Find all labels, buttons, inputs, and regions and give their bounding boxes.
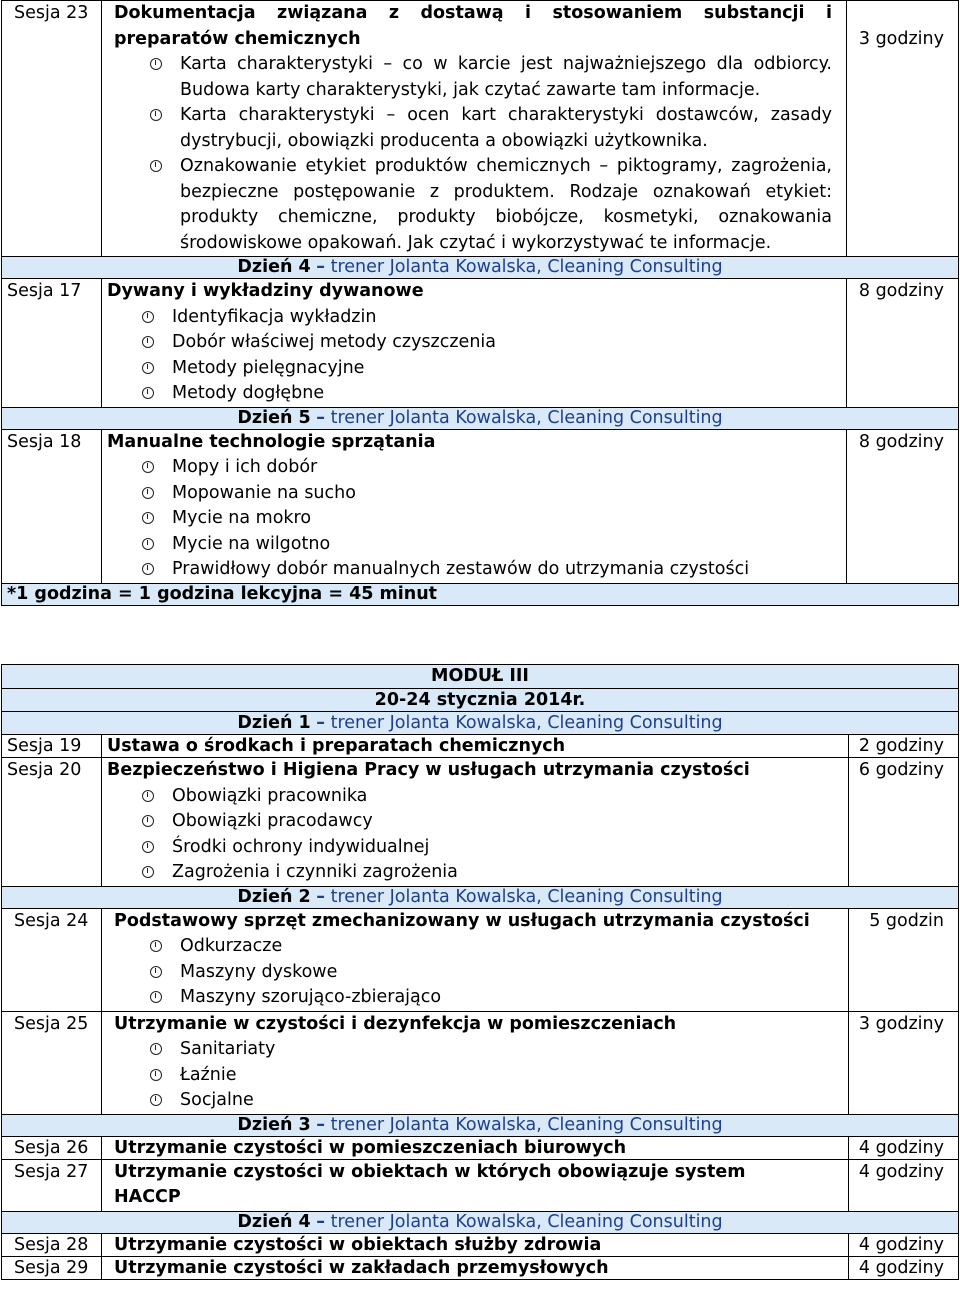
module-dates: 20-24 stycznia 2014r. (2, 689, 959, 712)
session-label: Sesja 28 (2, 1233, 102, 1256)
clock-icon (142, 815, 154, 827)
list-item: Maszyny dyskowe (180, 960, 843, 986)
session-25-row (2, 1011, 959, 1114)
list-item: Dobór właściwej metody czyszczenia (172, 330, 841, 356)
session-hours: 8 godziny (847, 279, 959, 408)
day-band: Dzień 4 – trener Jolanta Kowalska, Cleaning Consulting (2, 1211, 959, 1233)
clock-icon (150, 109, 162, 121)
session-hours: 4 godziny (849, 1233, 959, 1256)
session-hours: 4 godziny (849, 1256, 959, 1279)
session-title: Podstawowy sprzęt zmechanizowany w usługach utrzymania czystości (114, 910, 810, 931)
session-label: Sesja 26 (2, 1136, 102, 1159)
clock-icon (142, 311, 154, 323)
session-hours: 4 godziny (849, 1136, 959, 1159)
session-23-row (2, 1, 959, 257)
list-item: Metody pielęgnacyjne (172, 356, 841, 382)
list-item: Maszyny szorująco-zbierająco (180, 985, 843, 1011)
clock-icon (142, 461, 154, 473)
list-item: Karta charakterystyki – co w karcie jest najważniejszego dla odbiorcy. Budowa karty charakterystyki, jak czytać zawarte tam informacje. (180, 52, 832, 103)
clock-icon (142, 866, 154, 878)
clock-icon (142, 487, 154, 499)
session-label: Sesja 19 (2, 735, 102, 758)
day-band: Dzień 5 – trener Jolanta Kowalska, Cleaning Consulting (2, 407, 959, 429)
list-item: Metody dogłębne (172, 381, 841, 407)
list-item: Sanitariaty (180, 1037, 843, 1063)
trainer-name: trener Jolanta Kowalska, Cleaning Consulting (330, 1114, 723, 1135)
clock-icon (150, 160, 162, 172)
session-title: Dywany i wykładziny dywanowe (107, 281, 424, 301)
topic-list (114, 52, 832, 256)
trainer-name: trener Jolanta Kowalska, Cleaning Consulting (330, 407, 723, 428)
list-item: Mycie na mokro (172, 506, 841, 532)
day-band: Dzień 2 – trener Jolanta Kowalska, Cleaning Consulting (2, 886, 959, 908)
trainer-name: trener Jolanta Kowalska, Cleaning Consulting (330, 713, 723, 733)
clock-icon (150, 58, 162, 70)
session-hours: 2 godziny (849, 735, 959, 758)
session-29-row (2, 1256, 959, 1279)
session-hours: 8 godziny (847, 429, 959, 583)
session-17-row (2, 279, 959, 408)
session-hours: 4 godziny (849, 1159, 959, 1211)
session-label: Sesja 23 (2, 1, 102, 257)
trainer-name: trener Jolanta Kowalska, Cleaning Consulting (330, 886, 723, 907)
topic-list (107, 305, 841, 407)
session-label: Sesja 17 (2, 279, 102, 408)
topic-list (107, 455, 841, 583)
list-item: Identyfikacja wykładzin (172, 305, 841, 331)
list-item: Zagrożenia i czynniki zagrożenia (172, 860, 843, 886)
session-hours: 6 godziny (849, 758, 959, 887)
day-label: Dzień 5 (237, 407, 311, 428)
clock-icon (150, 1069, 162, 1081)
session-label: Sesja 25 (2, 1011, 102, 1114)
clock-icon (150, 991, 162, 1003)
clock-icon (150, 940, 162, 952)
hour-definition-note: *1 godzina = 1 godzina lekcyjna = 45 minut (2, 583, 959, 605)
session-title: Utrzymanie czystości w pomieszczeniach biurowych (102, 1136, 849, 1159)
day-label: Dzień 1 (237, 713, 311, 733)
list-item: Mycie na wilgotno (172, 532, 841, 558)
session-label: Sesja 27 (2, 1159, 102, 1211)
list-item: Oznakowanie etykiet produktów chemicznych – piktogramy, zagrożenia, bezpieczne postępowanie z produktem. Rodzaje oznakowań etykiet: produkty chemiczne, produkty biobójcze, kosmetyki, oznakowania środowiskowe opakowań. Jak czytać i wykorzystywać te informacje. (180, 154, 832, 256)
clock-icon (142, 362, 154, 374)
session-title: Utrzymanie czystości w obiektach w których obowiązuje system HACCP (102, 1159, 849, 1211)
day-label: Dzień 3 (237, 1114, 311, 1135)
session-26-row (2, 1136, 959, 1159)
session-title: Ustawa o środkach i preparatach chemicznych (102, 735, 849, 758)
list-item: Socjalne (180, 1088, 843, 1114)
list-item: Obowiązki pracownika (172, 784, 843, 810)
clock-icon (142, 512, 154, 524)
trainer-name: trener Jolanta Kowalska, Cleaning Consulting (330, 1211, 723, 1232)
session-title: Bezpieczeństwo i Higiena Pracy w usługach utrzymania czystości (107, 760, 750, 780)
session-label: Sesja 18 (2, 429, 102, 583)
session-28-row (2, 1233, 959, 1256)
topic-list (107, 784, 843, 886)
module-header-row (2, 665, 959, 689)
module-title: MODUŁ III (2, 665, 959, 689)
session-title: Manualne technologie sprzątania (107, 431, 436, 452)
clock-icon (150, 966, 162, 978)
day-label: Dzień 4 (237, 1211, 311, 1232)
clock-icon (142, 790, 154, 802)
day-band: Dzień 4 – trener Jolanta Kowalska, Cleaning Consulting (2, 257, 959, 279)
list-item: Mopy i ich dobór (172, 455, 841, 481)
clock-icon (150, 1043, 162, 1055)
schedule-table-2 (1, 664, 959, 1280)
list-item: Karta charakterystyki – ocen kart charakterystyki dostawców, zasady dystrybucji, obowiązki producenta a obowiązki użytkownika. (180, 103, 832, 154)
clock-icon (142, 563, 154, 575)
session-title: Utrzymanie w czystości i dezynfekcja w pomieszczeniach (114, 1013, 677, 1034)
day-label: Dzień 2 (237, 886, 311, 907)
day-band: Dzień 3 – trener Jolanta Kowalska, Cleaning Consulting (2, 1114, 959, 1136)
session-hours: 3 godziny (847, 1, 959, 257)
trainer-name: trener Jolanta Kowalska, Cleaning Consulting (330, 257, 723, 277)
clock-icon (142, 387, 154, 399)
clock-icon (142, 841, 154, 853)
session-18-row (2, 429, 959, 583)
clock-icon (150, 1094, 162, 1106)
topic-list (114, 934, 843, 1011)
session-label: Sesja 24 (2, 908, 102, 1011)
session-label: Sesja 20 (2, 758, 102, 887)
session-27-row (2, 1159, 959, 1211)
footnote-row (2, 583, 959, 605)
session-hours: 3 godziny (849, 1011, 959, 1114)
session-19-row (2, 735, 959, 758)
clock-icon (142, 538, 154, 550)
list-item: Prawidłowy dobór manualnych zestawów do utrzymania czystości (172, 557, 841, 583)
session-20-row (2, 758, 959, 887)
session-title: Dokumentacja związana z dostawą i stosowaniem substancji i preparatów chemicznych (114, 3, 832, 49)
list-item: Łaźnie (180, 1063, 843, 1089)
module-dates-row (2, 689, 959, 712)
clock-icon (142, 336, 154, 348)
list-item: Odkurzacze (180, 934, 843, 960)
session-title: Utrzymanie czystości w zakładach przemysłowych (102, 1256, 849, 1279)
topic-list (114, 1037, 843, 1114)
session-title: Utrzymanie czystości w obiektach służby zdrowia (102, 1233, 849, 1256)
list-item: Mopowanie na sucho (172, 481, 841, 507)
list-item: Obowiązki pracodawcy (172, 809, 843, 835)
list-item: Środki ochrony indywidualnej (172, 835, 843, 861)
session-label: Sesja 29 (2, 1256, 102, 1279)
day-band: Dzień 1 – trener Jolanta Kowalska, Cleaning Consulting (2, 712, 959, 735)
session-hours: 5 godzin (849, 908, 959, 1011)
day-label: Dzień 4 (237, 257, 311, 277)
schedule-table-1 (1, 0, 959, 606)
session-24-row (2, 908, 959, 1011)
